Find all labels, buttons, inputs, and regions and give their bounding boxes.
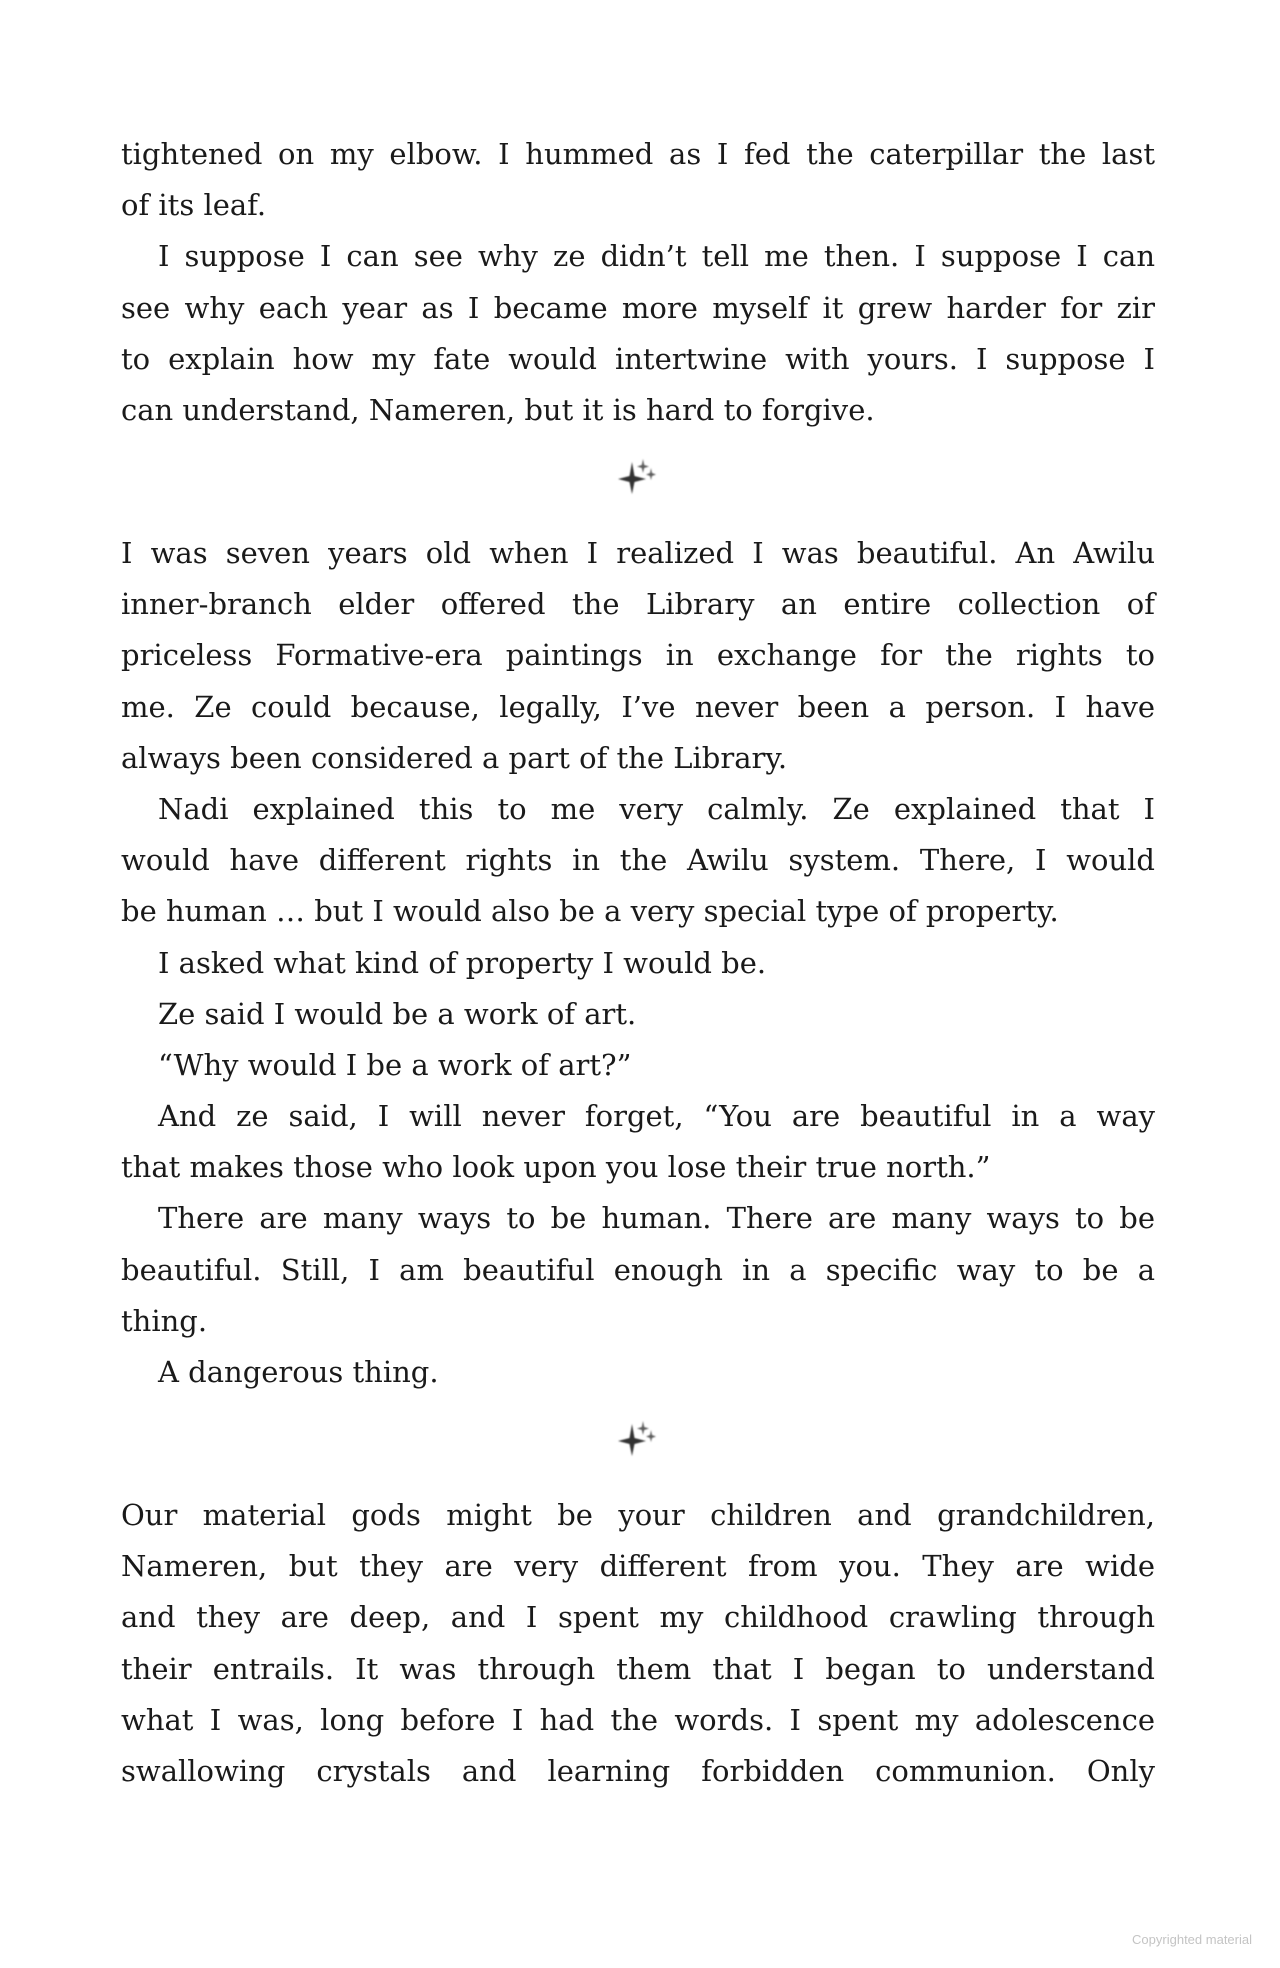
text-line: priceless Formative-era paintings in exchange for the rights to — [121, 638, 1155, 673]
section-1 — [121, 129, 1155, 436]
paragraph — [121, 129, 1155, 231]
text-line: would have different rights in the Awilu system. There, I would — [121, 843, 1155, 878]
text-line: that makes those who look upon you lose their true north.” — [121, 1150, 991, 1185]
copyright-watermark: Copyrighted material — [1132, 1932, 1252, 1947]
text-line: beautiful. Still, I am beautiful enough in a specific way to be a — [121, 1252, 1155, 1287]
text-line: Nameren, but they are very different from you. They are wide — [121, 1549, 1155, 1584]
paragraph — [121, 1490, 1155, 1797]
paragraph — [121, 1193, 1155, 1347]
paragraph — [121, 528, 1155, 784]
text-line: can understand, Nameren, but it is hard to forgive. — [121, 392, 875, 427]
text-line: what I was, long before I had the words. I spent my adolescence — [121, 1702, 1155, 1737]
text-line: And ze said, I will never forget, “You are beautiful in a way — [158, 1099, 1155, 1134]
text-line: their entrails. It was through them that I began to understand — [121, 1651, 1155, 1686]
paragraph — [121, 1347, 1155, 1398]
paragraph — [121, 1040, 1155, 1091]
text-line: swallowing crystals and learning forbidden communion. Only — [121, 1753, 1155, 1788]
text-line: me. Ze could because, legally, I’ve never been a person. I have — [121, 689, 1155, 724]
paragraph — [121, 1091, 1155, 1193]
text-line: I suppose I can see why ze didn’t tell me then. I suppose I can — [158, 239, 1155, 274]
text-line: be human … but I would also be a very special type of property. — [121, 894, 1059, 929]
text-line: There are many ways to be human. There are many ways to be — [158, 1201, 1155, 1236]
text-line: “Why would I be a work of art?” — [158, 1047, 632, 1082]
text-line: Our material gods might be your children and grandchildren, — [121, 1498, 1155, 1532]
text-line: always been considered a part of the Library. — [121, 740, 788, 775]
paragraph — [121, 938, 1155, 989]
text-line: Ze said I would be a work of art. — [158, 996, 637, 1031]
text-line: A dangerous thing. — [158, 1355, 439, 1389]
text-line: thing. — [121, 1303, 208, 1338]
sparkle-icon — [610, 450, 670, 500]
text-line: of its leaf. — [121, 188, 267, 223]
text-line: tightened on my elbow. I hummed as I fed the caterpillar the last — [121, 137, 1155, 171]
section-2 — [121, 528, 1155, 1398]
text-line: see why each year as I became more myself it grew harder for zir — [121, 290, 1155, 325]
text-line: and they are deep, and I spent my childhood crawling through — [121, 1600, 1155, 1635]
paragraph — [121, 231, 1155, 436]
text-line: inner-branch elder offered the Library an entire collection of — [121, 587, 1155, 622]
sparkle-icon — [610, 1412, 670, 1462]
text-line: Nadi explained this to me very calmly. Ze explained that I — [158, 791, 1155, 826]
text-line: I was seven years old when I realized I was beautiful. An Awilu — [121, 536, 1155, 570]
text-line: to explain how my fate would intertwine with yours. I suppose I — [121, 341, 1155, 376]
section-3 — [121, 1490, 1155, 1797]
paragraph — [121, 784, 1155, 938]
paragraph — [121, 989, 1155, 1040]
text-line: I asked what kind of property I would be. — [158, 945, 767, 980]
